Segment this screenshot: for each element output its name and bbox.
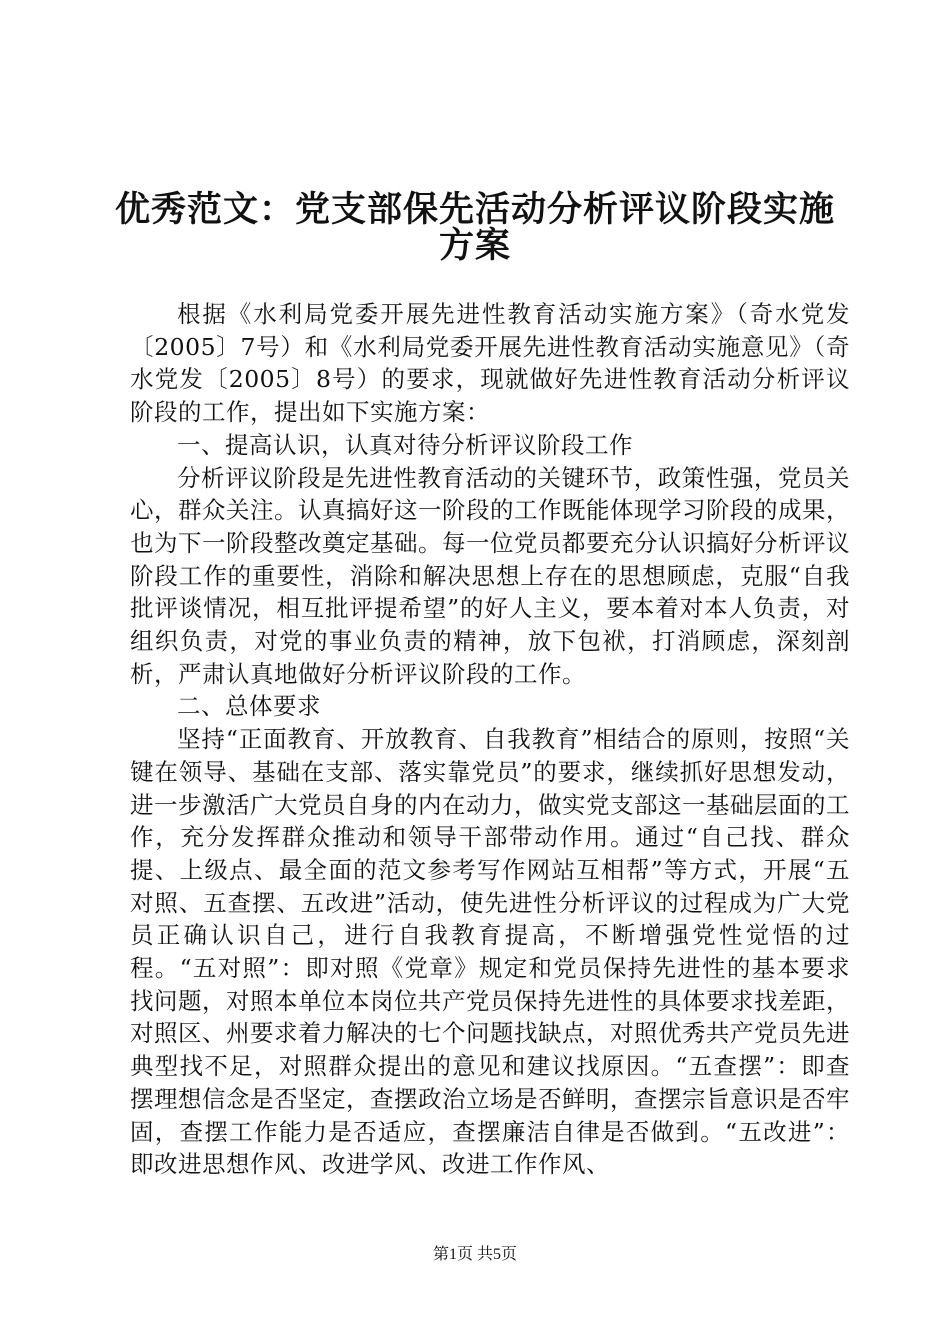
section-heading-2: 二、总体要求 <box>177 692 321 721</box>
paragraph-intro: 根据《水利局党委开展先进性教育活动实施方案》（奇水党发〔2005〕7号）和《水利局党委开展先进性教育活动实施意见》（奇水党发〔2005〕8号）的要求，现就做好先进性教育活动分析评议阶段的工作，提出如下实施方案： <box>130 300 850 427</box>
paragraph-section-1: 分析评议阶段是先进性教育活动的关键环节，政策性强，党员关心，群众关注。认真搞好这一阶段的工作既能体现学习阶段的成果，也为下一阶段整改奠定基础。每一位党员都要充分认识搞好分析评议阶段工作的重要性，消除和解决思想上存在的思想顾虑，克服“自我批评谈情况，相互批评提希望”的好人主义，要本着对本人负责，对组织负责，对党的事业负责的精神，放下包袱，打消顾虑，深刻剖析，严肃认真地做好分析评议阶段的工作。 <box>130 463 850 688</box>
document-title-continued: 方案 <box>438 226 511 266</box>
paragraph-section-2: 坚持“正面教育、开放教育、自我教育”相结合的原则，按照“关键在领导、基础在支部、落实靠党员”的要求，继续抓好思想发动，进一步激活广大党员自身的内在动力，做实党支部这一基础层面的工作，充分发挥群众推动和领导干部带动作用。通过“自己找、群众提、上级点、最全面的范文参考写作网站互相帮”等方式，开展“五对照、五查摆、五改进”活动，使先进性分析评议的过程成为广大党员正确认识自己，进行自我教育提高，不断增强党性觉悟的过程。“五对照”：即对照《党章》规定和党员保持先进性的基本要求找问题，对照本单位本岗位共产党员保持先进性的具体要求找差距，对照区、州要求着力解决的七个问题找缺点，对照优秀共产党员先进典型找不足，对照群众提出的意见和建议找原因。“五查摆”：即查摆理想信念是否坚定，查摆政治立场是否鲜明，查摆宗旨意识是否牢固，查摆工作能力是否适应，查摆廉洁自律是否做到。“五改进”：即改进思想作风、改进学风、改进工作作风、 <box>130 725 850 1179</box>
document-body <box>130 298 850 1181</box>
section-heading-1: 一、提高认识，认真对待分析评议阶段工作 <box>177 430 633 459</box>
document-title: 优秀范文：党支部保先活动分析评议阶段实施 <box>114 190 835 230</box>
page-number: 第1页 共5页 <box>432 1246 517 1263</box>
